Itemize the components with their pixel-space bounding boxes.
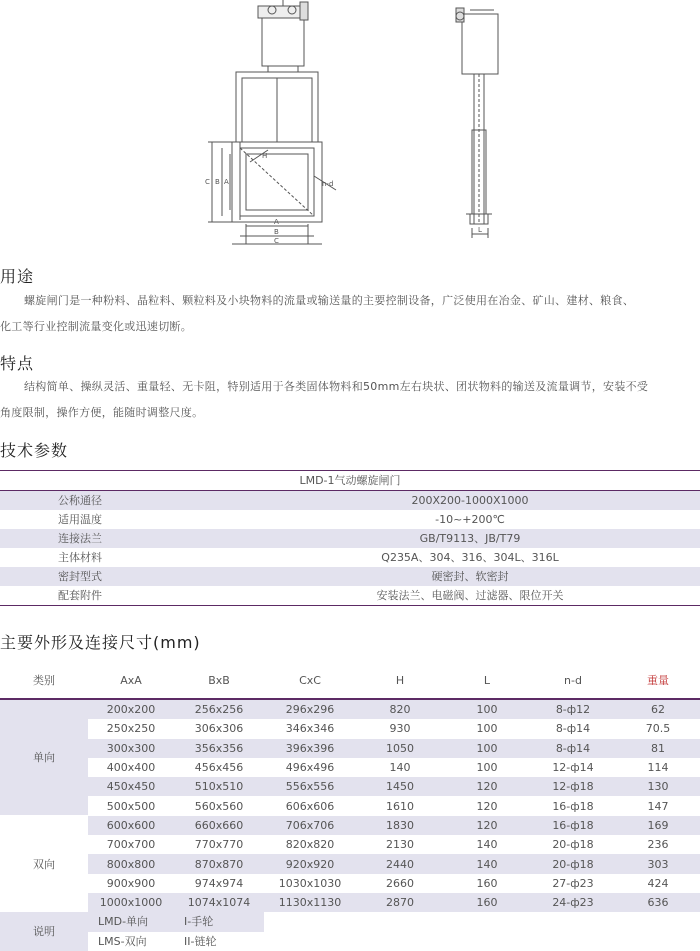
note-label: 说明 [0, 912, 88, 951]
spec-header: LMD-1气动螺旋闸门 [299, 474, 401, 487]
features-line-1: 结构简单、操纵灵活、重量轻、无卡阻，特别适用于各类固体物料和50mm左右块状、团状物料的输送及流量调节，安装不受 [24, 380, 649, 393]
empty-cell [444, 912, 530, 931]
dim-label-b-bottom: B [274, 228, 279, 236]
table-cell: 706x706 [264, 816, 356, 835]
dim-label-c: C [205, 178, 210, 186]
spec-row [0, 510, 700, 529]
table-cell: 20-ф18 [530, 854, 616, 873]
spec-key: 适用温度 [58, 513, 102, 526]
col-header: CxC [264, 662, 356, 699]
spec-key: 密封型式 [58, 570, 102, 583]
table-cell: 820 [356, 699, 444, 719]
table-row [0, 699, 700, 719]
table-cell: 356x356 [174, 739, 264, 758]
spec-key: 主体材料 [58, 551, 102, 564]
table-cell: 147 [647, 799, 669, 813]
spec-row [0, 491, 700, 510]
table-cell: 24-ф23 [530, 893, 616, 912]
dim-label-a: A [224, 178, 229, 186]
table-cell: 600x600 [88, 816, 174, 835]
table-cell: 660x660 [174, 816, 264, 835]
table-cell: 27-ф23 [552, 876, 594, 890]
table-row [0, 893, 700, 912]
table-cell: 450x450 [88, 777, 174, 796]
table-cell: 2660 [386, 876, 414, 890]
table-cell: 140 [476, 838, 498, 852]
col-header: 类别 [0, 662, 88, 699]
group-label: 单向 [0, 699, 88, 816]
table-cell: 100 [476, 722, 498, 736]
table-cell: 8-ф14 [530, 739, 616, 758]
table-cell: 120 [444, 777, 530, 796]
table-cell: 16-ф18 [552, 799, 594, 813]
col-header: 重量 [616, 662, 700, 699]
group-label: 双向 [0, 816, 88, 912]
dim-label-c-bottom: C [274, 237, 279, 245]
table-cell: 8-ф14 [555, 722, 591, 736]
table-row [0, 835, 700, 854]
spec-value: 200X200-1000X1000 [411, 494, 529, 507]
table-cell: 169 [616, 816, 700, 835]
table-row [0, 874, 700, 893]
table-cell: 1610 [386, 799, 414, 813]
empty-cell [356, 932, 444, 951]
table-cell: 1130x1130 [264, 893, 356, 912]
dims-title: 主要外形及连接尺寸(mm) [0, 633, 201, 652]
usage-line-1: 螺旋闸门是一种粉料、晶粒料、颗粒料及小块物料的流量或输送量的主要控制设备，广泛使用在冶金、矿山、建材、粮食、 [24, 294, 635, 307]
table-cell: 900x900 [106, 876, 156, 890]
dim-label-nd: n-d [322, 180, 334, 188]
table-cell: 496x496 [285, 761, 335, 775]
spec-key: 配套附件 [58, 589, 102, 602]
table-cell: 346x346 [285, 722, 335, 736]
table-cell: 456x456 [194, 761, 244, 775]
note-cell: LMS-双向 [98, 934, 147, 948]
spec-row [0, 548, 700, 567]
table-cell: 424 [647, 876, 669, 890]
table-cell: 256x256 [174, 699, 264, 719]
actuator-cylinder [262, 18, 304, 66]
table-cell: 130 [616, 777, 700, 796]
table-cell: 930 [389, 722, 411, 736]
note-cell: II-链轮 [184, 934, 217, 948]
table-cell: 400x400 [106, 761, 156, 775]
table-cell: 306x306 [194, 722, 244, 736]
table-cell: 396x396 [264, 739, 356, 758]
table-cell: 100 [444, 739, 530, 758]
table-cell: 2440 [356, 854, 444, 873]
table-cell: 303 [616, 854, 700, 873]
table-cell: 510x510 [174, 777, 264, 796]
empty-cell [530, 932, 616, 951]
col-header: AxA [88, 662, 174, 699]
table-cell: 140 [444, 854, 530, 873]
note-row [0, 932, 700, 951]
spec-row [0, 567, 700, 586]
empty-cell [356, 912, 444, 931]
dim-label-h: H [262, 152, 268, 160]
table-row [0, 739, 700, 758]
table-cell: 100 [444, 699, 530, 719]
table-cell: 12-ф14 [552, 761, 594, 775]
valve-drawing [0, 0, 700, 255]
table-cell: 1050 [356, 739, 444, 758]
table-cell: 556x556 [264, 777, 356, 796]
spec-key: 连接法兰 [58, 532, 102, 545]
table-row [0, 854, 700, 873]
dim-label-b: B [215, 178, 220, 186]
table-cell: 700x700 [106, 838, 156, 852]
spec-value: 安装法兰、电磁阀、过滤器、限位开关 [376, 589, 564, 602]
table-cell: 606x606 [285, 799, 335, 813]
table-row [0, 796, 700, 815]
table-cell: 870x870 [174, 854, 264, 873]
table-cell: 560x560 [194, 799, 244, 813]
table-cell: 1030x1030 [278, 876, 342, 890]
usage-text [0, 288, 700, 340]
spec-value: 硬密封、软密封 [431, 570, 509, 583]
note-cell: LMD-单向 [88, 912, 174, 931]
col-header: H [356, 662, 444, 699]
spec-row [0, 586, 700, 605]
spec-value: GB/T9113、JB/T79 [419, 532, 521, 545]
table-cell: 20-ф18 [552, 838, 594, 852]
table-row [0, 816, 700, 835]
side-actuator [462, 14, 498, 74]
empty-cell [616, 912, 700, 931]
table-cell: 120 [444, 816, 530, 835]
table-cell: 62 [616, 699, 700, 719]
table-cell: 500x500 [106, 799, 156, 813]
table-cell: 236 [647, 838, 669, 852]
spec-value: Q235A、304、316、304L、316L [381, 551, 559, 564]
col-header: L [444, 662, 530, 699]
spec-key: 公称通径 [58, 494, 102, 507]
table-row [0, 758, 700, 777]
table-cell: 770x770 [194, 838, 244, 852]
table-cell: 120 [476, 799, 498, 813]
table-cell: 81 [616, 739, 700, 758]
col-header: BxB [174, 662, 264, 699]
table-cell: 296x296 [264, 699, 356, 719]
table-cell: 1830 [356, 816, 444, 835]
col-header: n-d [530, 662, 616, 699]
table-cell: 636 [616, 893, 700, 912]
table-row [0, 719, 700, 738]
table-cell: 920x920 [264, 854, 356, 873]
table-cell: 160 [476, 876, 498, 890]
table-cell: 1450 [356, 777, 444, 796]
table-cell: 114 [647, 761, 669, 775]
usage-title: 用途 [0, 267, 35, 286]
table-cell: 820x820 [285, 838, 335, 852]
table-cell: 12-ф18 [530, 777, 616, 796]
table-cell: 140 [389, 761, 411, 775]
features-text [0, 374, 700, 426]
empty-cell [616, 932, 700, 951]
spec-value: -10~+200℃ [435, 513, 505, 526]
dim-label-l: L [478, 226, 482, 234]
spec-table [0, 470, 700, 606]
table-cell: 8-ф12 [530, 699, 616, 719]
table-cell: 974x974 [194, 876, 244, 890]
features-line-2: 角度限制，操作方便，能随时调整尺度。 [0, 406, 204, 419]
empty-cell [264, 932, 356, 951]
table-cell: 200x200 [88, 699, 174, 719]
table-cell: 160 [444, 893, 530, 912]
usage-line-2: 化工等行业控制流量变化或迅速切断。 [0, 320, 193, 333]
empty-cell [264, 912, 356, 931]
tech-title: 技术参数 [0, 441, 69, 460]
empty-cell [530, 912, 616, 931]
table-cell: 2870 [356, 893, 444, 912]
table-row [0, 777, 700, 796]
table-cell: 300x300 [88, 739, 174, 758]
table-cell: 800x800 [88, 854, 174, 873]
spec-row [0, 529, 700, 548]
dims-table [0, 662, 700, 951]
table-cell: 100 [476, 761, 498, 775]
features-title: 特点 [0, 354, 35, 373]
note-row [0, 912, 700, 931]
table-cell: 16-ф18 [530, 816, 616, 835]
table-cell: 70.5 [645, 722, 671, 736]
note-cell: I-手轮 [174, 912, 264, 931]
table-cell: 1000x1000 [88, 893, 174, 912]
empty-cell [444, 932, 530, 951]
dim-label-a-bottom: A [274, 218, 279, 226]
table-cell: 250x250 [106, 722, 156, 736]
table-cell: 2130 [386, 838, 414, 852]
table-cell: 1074x1074 [174, 893, 264, 912]
